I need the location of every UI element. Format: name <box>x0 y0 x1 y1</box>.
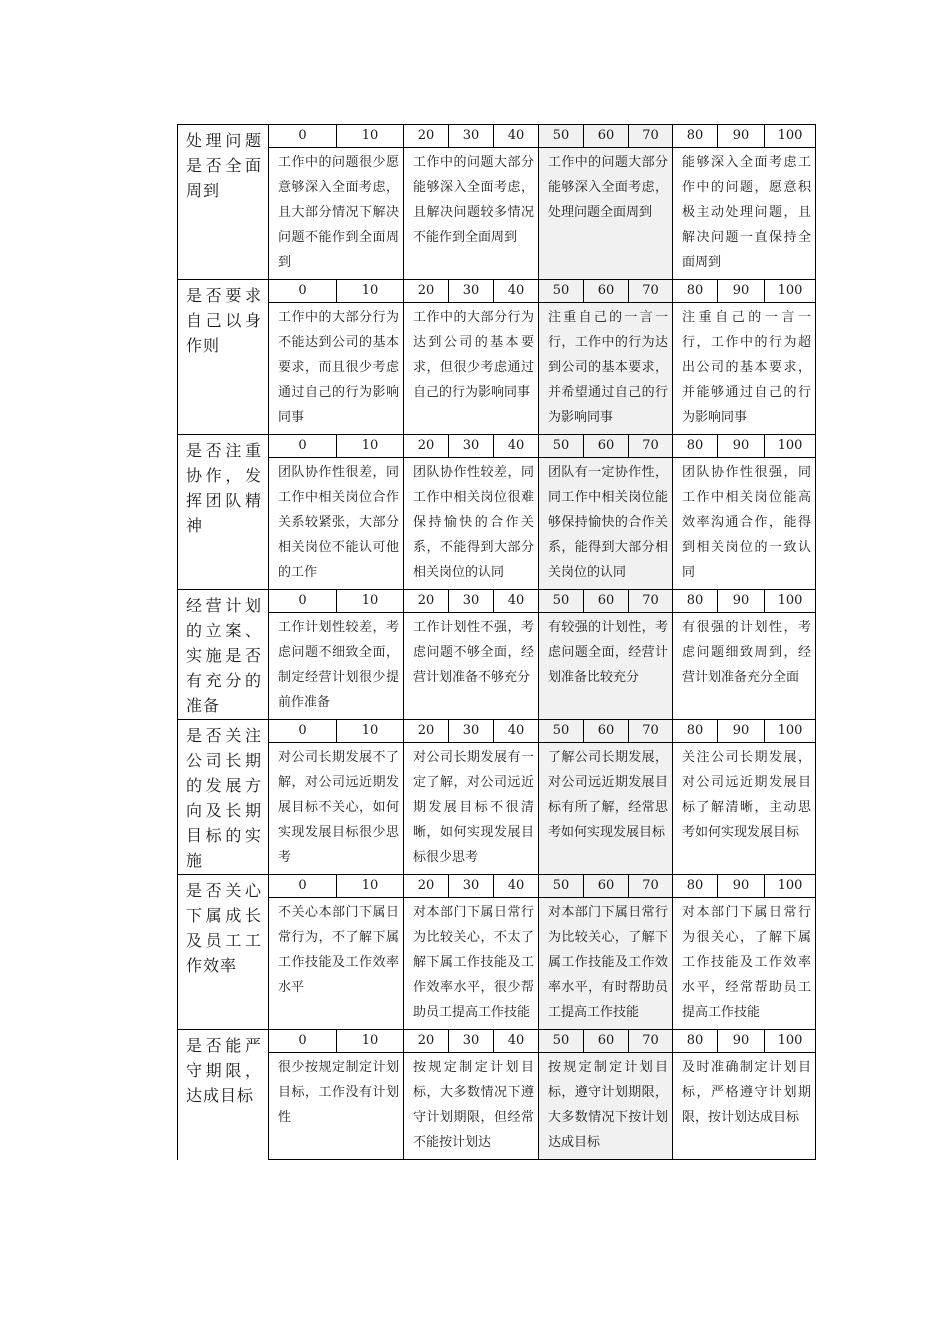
score-cell: 50 <box>539 590 584 613</box>
level-description-text: 不关心本部门下属日常行为，不了解下属工作技能及工作效率水平 <box>278 905 399 995</box>
score-cell: 0 <box>269 435 337 458</box>
score-cell: 30 <box>449 435 494 458</box>
score-cell: 70 <box>629 280 673 303</box>
level-description-cell <box>539 148 673 280</box>
level-description-text: 关注公司长期发展，对公司远近期发展目标了解清晰，主动思考如何实现发展目标 <box>682 750 811 840</box>
score-cell: 20 <box>404 875 449 898</box>
level-description-cell <box>269 898 404 1030</box>
criterion-label: 是否要求自己以身作则 <box>186 286 262 355</box>
score-cell: 10 <box>337 435 404 458</box>
level-description-text: 工作中的问题很少愿意够深入全面考虑，且大部分情况下解决问题不能作到全面周到 <box>278 155 399 270</box>
level-description-cell <box>539 303 673 435</box>
level-description-cell <box>673 1053 816 1160</box>
score-cell: 10 <box>337 875 404 898</box>
score-cell: 90 <box>718 875 765 898</box>
score-cell: 10 <box>337 125 404 148</box>
score-cell: 0 <box>269 280 337 303</box>
level-description-cell <box>539 898 673 1030</box>
criterion-description-row <box>178 613 816 720</box>
criterion-description-row <box>178 898 816 1030</box>
criterion-score-row <box>178 875 816 898</box>
criterion-description-row <box>178 1053 816 1160</box>
score-cell: 90 <box>718 125 765 148</box>
level-description-text: 对公司长期发展有一定了解，对公司远近期发展目标不很清晰，如何实现发展目标很少思考 <box>413 750 534 865</box>
criterion-cell <box>178 590 269 720</box>
score-cell: 70 <box>629 590 673 613</box>
score-cell: 90 <box>718 590 765 613</box>
level-description-cell <box>269 613 404 720</box>
criterion-score-row <box>178 125 816 148</box>
score-cell: 30 <box>449 1030 494 1053</box>
level-description-cell <box>404 613 539 720</box>
level-description-cell <box>269 148 404 280</box>
score-cell: 0 <box>269 1030 337 1053</box>
criterion-score-row <box>178 435 816 458</box>
score-cell: 0 <box>269 875 337 898</box>
level-description-cell <box>539 743 673 875</box>
evaluation-table-body <box>178 125 816 1160</box>
criterion-description-row <box>178 743 816 875</box>
score-cell: 70 <box>629 435 673 458</box>
score-cell: 100 <box>765 1030 816 1053</box>
score-cell: 70 <box>629 875 673 898</box>
level-description-text: 对本部门下属日常行为比较关心，了解下属工作技能及工作效率水平，有时帮助员工提高工作技能 <box>548 905 668 1020</box>
score-cell: 30 <box>449 590 494 613</box>
score-cell: 90 <box>718 435 765 458</box>
level-description-cell <box>673 303 816 435</box>
score-cell: 80 <box>673 280 718 303</box>
score-cell: 20 <box>404 125 449 148</box>
criterion-score-row <box>178 1030 816 1053</box>
level-description-text: 按规定制定计划目标，遵守计划期限，大多数情况下按计划达成目标 <box>548 1060 668 1150</box>
score-cell: 100 <box>765 875 816 898</box>
criterion-label: 是否注重协作，发挥团队精神 <box>186 441 262 535</box>
score-cell: 90 <box>718 1030 765 1053</box>
score-cell: 50 <box>539 1030 584 1053</box>
level-description-text: 对本部门下属日常行为比较关心，不太了解下属工作技能及工作效率水平，很少帮助员工提高工作技能 <box>413 905 534 1020</box>
criterion-score-row <box>178 590 816 613</box>
score-cell: 50 <box>539 125 584 148</box>
level-description-cell <box>673 148 816 280</box>
level-description-cell <box>539 458 673 590</box>
score-cell: 40 <box>494 720 539 743</box>
level-description-cell <box>539 1053 673 1160</box>
level-description-cell <box>404 898 539 1030</box>
score-cell: 100 <box>765 590 816 613</box>
score-cell: 0 <box>269 720 337 743</box>
score-cell: 60 <box>584 125 629 148</box>
level-description-text: 工作中的问题大部分能够深入全面考虑，且解决问题较多情况不能作到全面周到 <box>413 155 534 245</box>
level-description-text: 按规定制定计划目标，大多数情况下遵守计划期限，但经常不能按计划达 <box>413 1060 534 1150</box>
score-cell: 30 <box>449 720 494 743</box>
level-description-text: 对本部门下属日常行为很关心，了解下属工作技能及工作效率水平，经常帮助员工提高工作技能 <box>682 905 811 1020</box>
level-description-text: 及时准确制定计划目标，严格遵守计划期限，按计划达成目标 <box>682 1060 811 1125</box>
score-cell: 80 <box>673 1030 718 1053</box>
criterion-score-row <box>178 720 816 743</box>
level-description-text: 有很强的计划性，考虑问题细致周到，经营计划准备充分全面 <box>682 620 811 685</box>
evaluation-table <box>177 124 816 1160</box>
score-cell: 0 <box>269 590 337 613</box>
criterion-description-row <box>178 148 816 280</box>
criterion-cell <box>178 875 269 1030</box>
score-cell: 10 <box>337 1030 404 1053</box>
criterion-cell <box>178 1030 269 1160</box>
score-cell: 0 <box>269 125 337 148</box>
level-description-text: 团队协作性较差，同工作中相关岗位很难保持愉快的合作关系，不能得到大部分相关岗位的认同 <box>413 465 534 580</box>
criterion-label: 是否关心下属成长及员工工作效率 <box>186 881 262 975</box>
score-cell: 100 <box>765 720 816 743</box>
score-cell: 80 <box>673 590 718 613</box>
level-description-text: 工作计划性较差，考虑问题不细致全面，制定经营计划很少提前作准备 <box>278 620 399 710</box>
level-description-cell <box>404 1053 539 1160</box>
level-description-cell <box>404 458 539 590</box>
score-cell: 100 <box>765 125 816 148</box>
level-description-cell <box>404 303 539 435</box>
criterion-label: 经营计划的立案、实施是否有充分的准备 <box>186 596 262 715</box>
level-description-cell <box>269 303 404 435</box>
level-description-text: 工作中的问题大部分能够深入全面考虑，处理问题全面周到 <box>548 155 668 220</box>
level-description-text: 工作中的大部分行为不能达到公司的基本要求，而且很少考虑通过自己的行为影响同事 <box>278 310 399 425</box>
score-cell: 80 <box>673 435 718 458</box>
score-cell: 100 <box>765 280 816 303</box>
level-description-cell <box>269 458 404 590</box>
score-cell: 40 <box>494 1030 539 1053</box>
score-cell: 90 <box>718 280 765 303</box>
level-description-cell <box>539 613 673 720</box>
criterion-cell <box>178 435 269 590</box>
score-cell: 70 <box>629 720 673 743</box>
level-description-cell <box>673 898 816 1030</box>
criterion-cell <box>178 125 269 280</box>
criterion-cell <box>178 720 269 875</box>
score-cell: 80 <box>673 720 718 743</box>
level-description-cell <box>269 1053 404 1160</box>
level-description-cell <box>269 743 404 875</box>
score-cell: 60 <box>584 1030 629 1053</box>
score-cell: 70 <box>629 1030 673 1053</box>
level-description-text: 了解公司长期发展，对公司远近期发展目标有所了解，经常思考如何实现发展目标 <box>548 750 668 840</box>
criterion-description-row <box>178 303 816 435</box>
score-cell: 20 <box>404 720 449 743</box>
criterion-score-row <box>178 280 816 303</box>
score-cell: 50 <box>539 280 584 303</box>
level-description-text: 有较强的计划性，考虑问题全面，经营计划准备比较充分 <box>548 620 668 685</box>
level-description-cell <box>673 458 816 590</box>
score-cell: 40 <box>494 280 539 303</box>
score-cell: 30 <box>449 125 494 148</box>
criterion-cell <box>178 280 269 435</box>
score-cell: 60 <box>584 875 629 898</box>
criterion-label: 处理问题是否全面周到 <box>186 131 262 200</box>
score-cell: 20 <box>404 590 449 613</box>
level-description-cell <box>404 743 539 875</box>
criterion-label: 是否能严守期限，达成目标 <box>186 1036 262 1105</box>
level-description-text: 注重自己的一言一行，工作中的行为达到公司的基本要求，并希望通过自己的行为影响同事 <box>548 310 668 425</box>
criterion-description-row <box>178 458 816 590</box>
level-description-cell <box>404 148 539 280</box>
score-cell: 80 <box>673 125 718 148</box>
score-cell: 10 <box>337 590 404 613</box>
score-cell: 50 <box>539 720 584 743</box>
score-cell: 100 <box>765 435 816 458</box>
score-cell: 60 <box>584 720 629 743</box>
level-description-cell <box>673 743 816 875</box>
score-cell: 60 <box>584 435 629 458</box>
score-cell: 40 <box>494 125 539 148</box>
level-description-text: 团队协作性很强，同工作中相关岗位能高效率沟通合作，能得到相关岗位的一致认同 <box>682 465 811 580</box>
level-description-text: 工作中的大部分行为达到公司的基本要求，但很少考虑通过自己的行为影响同事 <box>413 310 534 400</box>
score-cell: 20 <box>404 1030 449 1053</box>
level-description-text: 团队有一定协作性，同工作中相关岗位能够保持愉快的合作关系，能得到大部分相关岗位的认同 <box>548 465 668 580</box>
level-description-cell <box>673 613 816 720</box>
score-cell: 50 <box>539 875 584 898</box>
score-cell: 40 <box>494 590 539 613</box>
level-description-text: 很少按规定制定计划目标，工作没有计划性 <box>278 1060 399 1125</box>
score-cell: 70 <box>629 125 673 148</box>
score-cell: 20 <box>404 435 449 458</box>
score-cell: 80 <box>673 875 718 898</box>
score-cell: 90 <box>718 720 765 743</box>
level-description-text: 注重自己的一言一行，工作中的行为超出公司的基本要求，并能够通过自己的行为影响同事 <box>682 310 811 425</box>
criterion-label: 是否关注公司长期的发展方向及长期目标的实施 <box>186 726 262 870</box>
level-description-text: 团队协作性很差，同工作中相关岗位合作关系较紧张，大部分相关岗位不能认可他的工作 <box>278 465 399 580</box>
score-cell: 40 <box>494 875 539 898</box>
score-cell: 40 <box>494 435 539 458</box>
score-cell: 50 <box>539 435 584 458</box>
score-cell: 20 <box>404 280 449 303</box>
level-description-text: 能够深入全面考虑工作中的问题，愿意积极主动处理问题，且解决问题一直保持全面周到 <box>682 155 811 270</box>
score-cell: 30 <box>449 280 494 303</box>
score-cell: 10 <box>337 720 404 743</box>
score-cell: 10 <box>337 280 404 303</box>
score-cell: 60 <box>584 280 629 303</box>
level-description-text: 工作计划性不强，考虑问题不够全面，经营计划准备不够充分 <box>413 620 534 685</box>
score-cell: 60 <box>584 590 629 613</box>
score-cell: 30 <box>449 875 494 898</box>
level-description-text: 对公司长期发展不了解，对公司远近期发展目标不关心，如何实现发展目标很少思考 <box>278 750 399 865</box>
